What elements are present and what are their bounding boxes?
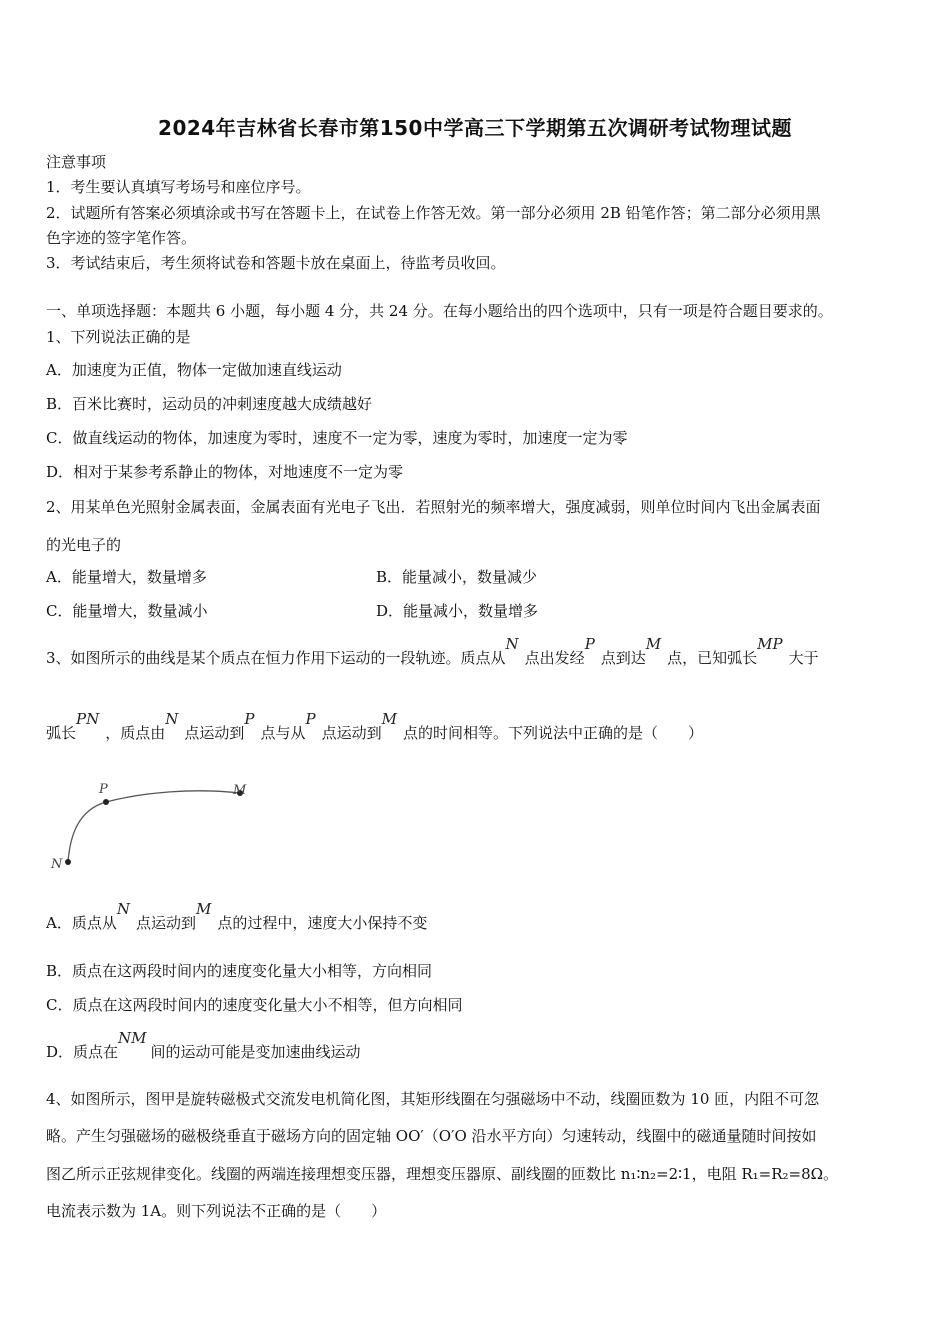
notice-item: 1．考生要认真填写考场号和座位序号。 <box>46 178 311 196</box>
question-3-option-a <box>46 900 428 933</box>
label-m: M <box>233 783 247 798</box>
question-2-option-a: A．能量增大，数量增多 <box>46 568 207 586</box>
text-run: 点运动到 <box>135 914 196 932</box>
question-1-option-c: C．做直线运动的物体，加速度为零时，速度不一定为零，速度为零时，加速度一定为零 <box>46 429 628 447</box>
symbol-mp: MP <box>757 635 783 653</box>
text-run: ，质点由 <box>105 724 166 742</box>
text-run: D．质点在 <box>46 1043 119 1061</box>
symbol-m: M <box>381 710 397 728</box>
text-run: A．质点从 <box>46 914 117 932</box>
symbol-p: P <box>305 710 316 728</box>
symbol-n: N <box>505 635 519 653</box>
section-heading: 一、单项选择题：本题共 6 小题，每小题 4 分，共 24 分。在每小题给出的四个选项中，只有一项是符合题目要求的。 <box>46 302 833 320</box>
question-3-option-d <box>46 1029 361 1062</box>
label-p: P <box>99 782 108 797</box>
symbol-nm: NM <box>118 1029 147 1047</box>
label-n: N <box>51 857 63 872</box>
text-run: 点与从 <box>260 724 306 742</box>
text-run: 大于 <box>788 649 819 667</box>
question-1-option-b: B．百米比赛时，运动员的冲刺速度越大成绩越好 <box>46 395 373 413</box>
text-run: 弧长 <box>46 724 77 742</box>
symbol-n: N <box>116 900 130 918</box>
question-3-stem-line1 <box>46 635 819 668</box>
question-4-line3: 图乙所示正弦规律变化。线圈的两端连接理想变压器，理想变压器原、副线圈的匝数比 n₁∶n₂=2∶1，电阻 R₁=R₂=8Ω。 <box>46 1165 839 1183</box>
notice-heading: 注意事项 <box>46 153 107 171</box>
text-run: 点的过程中，速度大小保持不变 <box>217 914 428 932</box>
text-run: 点，已知弧长 <box>667 649 758 667</box>
text-run: 点运动到 <box>321 724 382 742</box>
text-run: 点运动到 <box>184 724 245 742</box>
question-3-stem-line2 <box>46 710 703 743</box>
text-run: 点到达 <box>600 649 646 667</box>
symbol-m: M <box>195 900 212 918</box>
notice-item: 2．试题所有答案必须填涂或书写在答题卡上，在试卷上作答无效。第一部分必须用 2B 铅笔作答；第二部分必须用黑 <box>46 204 821 222</box>
question-1-stem: 1、下列说法正确的是 <box>46 328 191 346</box>
question-3-option-c: C．质点在这两段时间内的速度变化量大小不相等，但方向相同 <box>46 996 463 1014</box>
question-1-option-d: D．相对于某参考系静止的物体，对地速度不一定为零 <box>46 463 404 481</box>
question-2-option-c: C．能量增大，数量减小 <box>46 602 208 620</box>
trajectory-figure <box>44 776 264 876</box>
text-run: 3、如图所示的曲线是某个质点在恒力作用下运动的一段轨迹。质点从 <box>46 649 506 667</box>
question-4-line2: 略。产生匀强磁场的磁极绕垂直于磁场方向的固定轴 OO′（O′O 沿水平方向）匀速转动，线圈中的磁通量随时间按如 <box>46 1127 817 1145</box>
question-2-option-b: B．能量减小，数量减少 <box>376 568 538 586</box>
text-run: 点的时间相等。下列说法中正确的是（ ） <box>402 724 703 742</box>
notice-item: 3．考试结束后，考生须将试卷和答题卡放在桌面上，待监考员收回。 <box>46 254 506 272</box>
symbol-p: P <box>244 710 255 728</box>
question-4-line1: 4、如图所示，图甲是旋转磁极式交流发电机简化图，其矩形线圈在匀强磁场中不动，线圈匝数为 10 匝，内阻不可忽 <box>46 1090 820 1108</box>
notice-item: 色字迹的签字笔作答。 <box>46 229 197 247</box>
question-4-line4: 电流表示数为 1A。则下列说法不正确的是（ ） <box>46 1202 387 1220</box>
question-2-stem-line1: 2、用某单色光照射金属表面，金属表面有光电子飞出．若照射光的频率增大，强度减弱，则单位时间内飞出金属表面 <box>46 498 821 516</box>
text-run: 点出发经 <box>524 649 585 667</box>
trajectory-curve <box>68 791 240 862</box>
question-3-option-b: B．质点在这两段时间内的速度变化量大小相等，方向相同 <box>46 962 433 980</box>
question-2-option-d: D．能量减小，数量增多 <box>376 602 539 620</box>
point-p <box>103 799 109 805</box>
point-n <box>65 859 71 865</box>
question-1-option-a: A．加速度为正值，物体一定做加速直线运动 <box>46 361 342 379</box>
text-run: 间的运动可能是变加速曲线运动 <box>150 1043 361 1061</box>
question-2-stem-line2: 的光电子的 <box>46 536 122 554</box>
symbol-m: M <box>645 635 662 653</box>
symbol-n: N <box>165 710 179 728</box>
symbol-pn: PN <box>76 710 100 728</box>
symbol-p: P <box>584 635 595 653</box>
page-title: 2024年吉林省长春市第150中学高三下学期第五次调研考试物理试题 <box>158 116 792 140</box>
